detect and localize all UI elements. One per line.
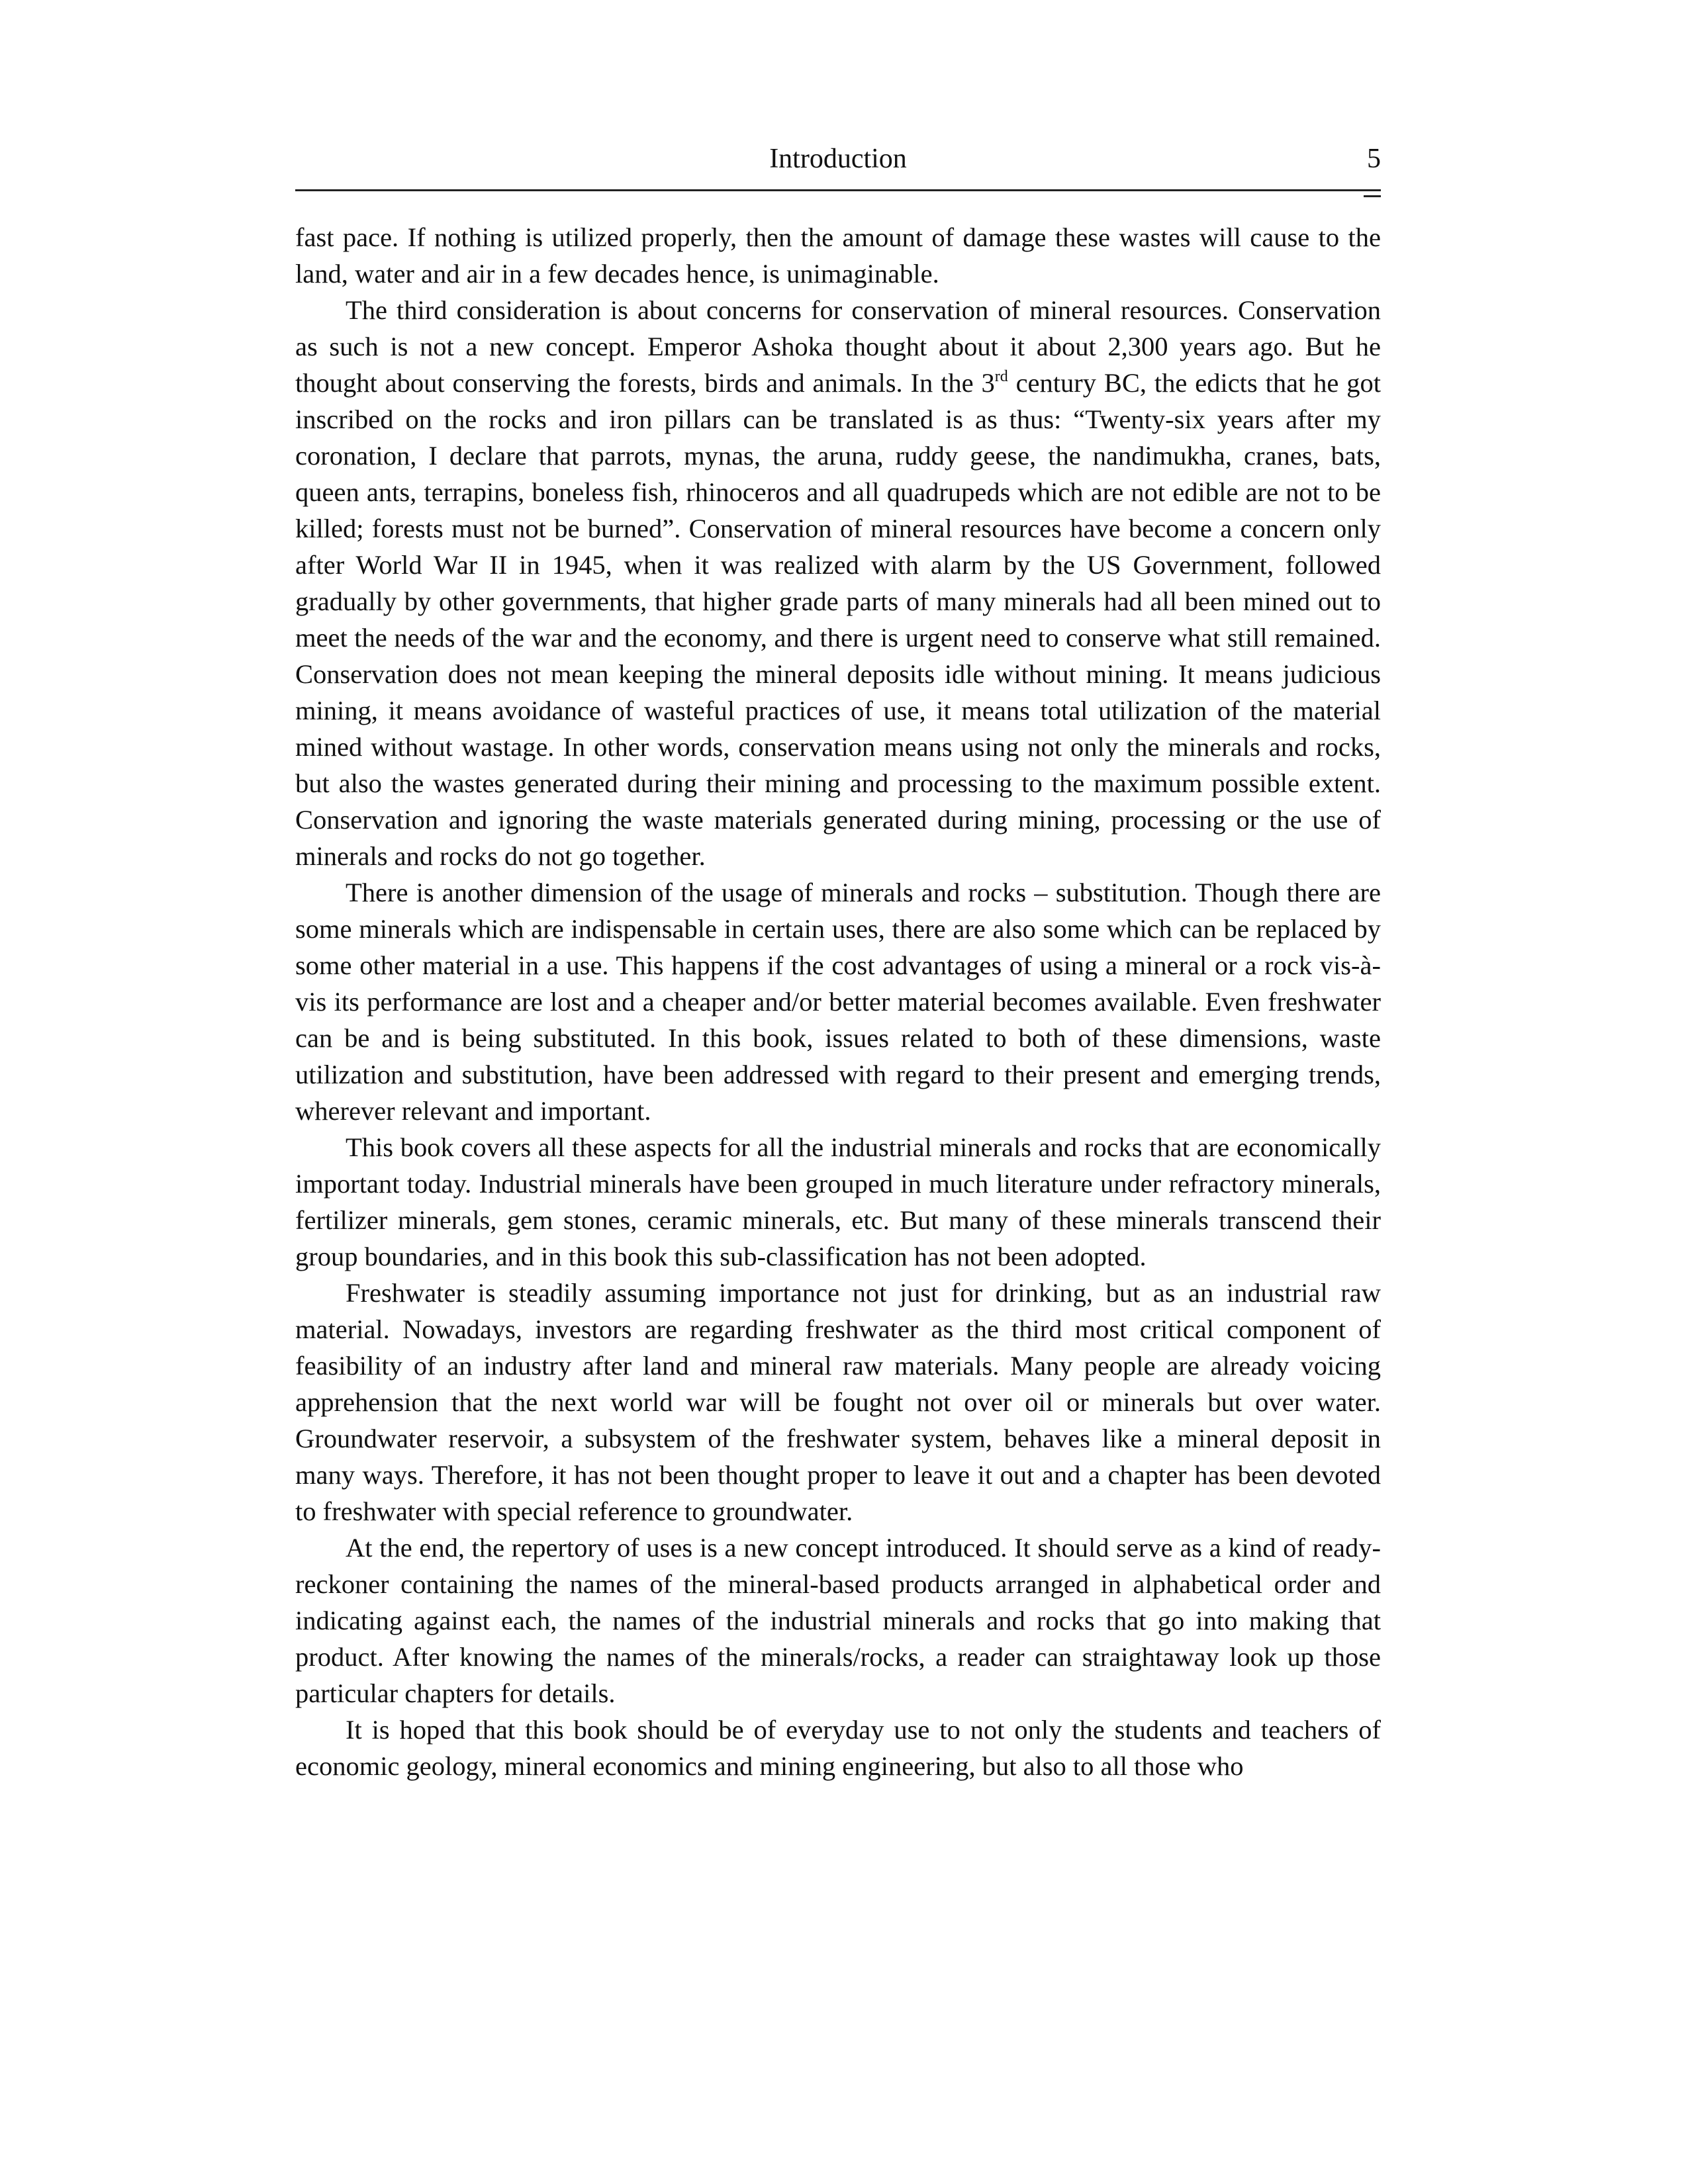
paragraph-conservation-text-end: century BC, the edicts that he got inscribed on the rocks and iron pillars can be translated is as thus: “Twenty-six years after my coronation, I declare that parrots, mynas, the aruna, ruddy geese, the nandimukha, cranes, bats, queen ants, terrapins, boneless fish, rhinoceros and all quadrupeds which are not edible are not to be killed; forests must not be burned”. Conservation of mineral resources have become a concern only after World War II in 1945, when it was realized with alarm by the US Government, followed gradually by other governments, that higher grade parts of many minerals had all been mined out to meet the needs of the war and the economy, and there is urgent need to conserve what still remained. Conservation does not mean keeping the mineral deposits idle without mining. It means judicious mining, it means avoidance of wasteful practices of use, it means total utilization of the material mined without wastage. In other words, conservation means using not only the minerals and rocks, but also the wastes generated during their mining and processing to the maximum possible extent. Conservation and ignoring the waste materials generated during mining, processing or the use of minerals and rocks do not go together. (295, 368, 1382, 871)
ordinal-superscript: rd (994, 368, 1008, 385)
body-text (295, 219, 1381, 1784)
page-number: 5 (1367, 144, 1381, 174)
paragraph-freshwater: Freshwater is steadily assuming importance not just for drinking, but as an industrial raw material. Nowadays, investors are regarding freshwater as the third most critical component of feasibility of an industry after land and mineral raw materials. Many people are already voicing apprehension that the next world war will be fought not over oil or minerals but over water. Groundwater reservoir, a subsystem of the freshwater system, behaves like a mineral deposit in many ways. Therefore, it has not been thought proper to leave it out and a chapter has been devoted to freshwater with special reference to groundwater. (295, 1278, 1381, 1526)
book-page (295, 132, 1381, 1784)
page-number-underline (1364, 195, 1381, 197)
paragraph-conservation-text-start: The third consideration is about concerns for conservation of mineral resources. Conservation as such is not a new concept. Emperor Ashoka thought about it about 2,300 years ago. But he thought about conserving the forests, birds and animals. In the 3 (295, 295, 1381, 398)
running-header (295, 132, 1381, 191)
running-title: Introduction (769, 144, 907, 174)
paragraph-continued: fast pace. If nothing is utilized properly, then the amount of damage these wastes will cause to the land, water and air in a few decades hence, is unimaginable. (295, 222, 1381, 289)
paragraph-substitution: There is another dimension of the usage of minerals and rocks – substitution. Though there are some minerals which are indispensable in certain uses, there are also some which can be replaced by some other material in a use. This happens if the cost advantages of using a mineral or a rock vis-à-vis its performance are lost and a cheaper and/or better material becomes available. Even freshwater can be and is being substituted. In this book, issues related to both of these dimensions, waste utilization and substitution, have been addressed with regard to their present and emerging trends, wherever relevant and important. (295, 878, 1381, 1126)
paragraph-audience: It is hoped that this book should be of everyday use to not only the students and teachers of economic geology, mineral economics and mining engineering, but also to all those who (295, 1715, 1381, 1781)
paragraph-book-coverage: This book covers all these aspects for all the industrial minerals and rocks that are economically important today. Industrial minerals have been grouped in much literature under refractory minerals, fertilizer minerals, gem stones, ceramic minerals, etc. But many of these minerals transcend their group boundaries, and in this book this sub-classification has not been adopted. (295, 1132, 1381, 1271)
paragraph-repertory: At the end, the repertory of uses is a new concept introduced. It should serve as a kind of ready-reckoner containing the names of the mineral-based products arranged in alphabetical order and indicating against each, the names of the industrial minerals and rocks that go into making that product. After knowing the names of the minerals/rocks, a reader can straightaway look up those particular chapters for details. (295, 1533, 1381, 1708)
paragraph-conservation (295, 292, 1381, 874)
